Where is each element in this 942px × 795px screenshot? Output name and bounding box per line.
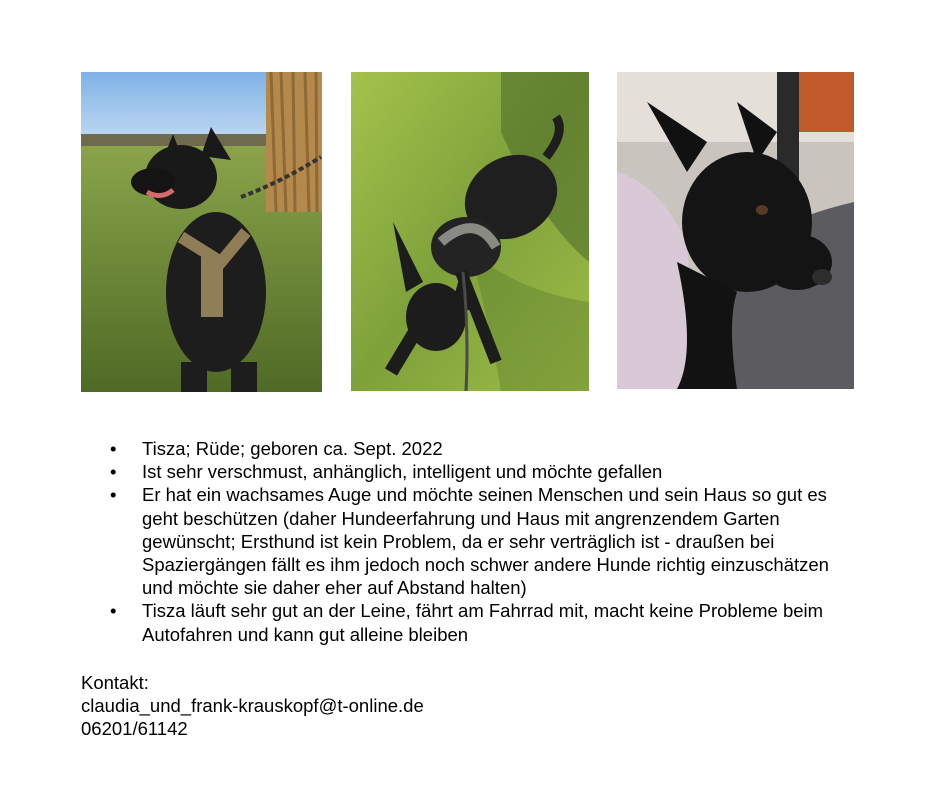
dog-photo-grass-icon xyxy=(351,72,589,391)
list-item: • Ist sehr verschmust, anhänglich, intelligent und möchte gefallen xyxy=(81,460,861,483)
contact-heading: Kontakt: xyxy=(81,672,149,693)
dog-photo-sofa xyxy=(617,72,854,389)
dog-photo-sofa-icon xyxy=(617,72,854,389)
contact-email: claudia_und_frank-krauskopf@t-online.de xyxy=(81,695,424,717)
dog-facts-list xyxy=(81,437,861,646)
dog-photo-field-icon xyxy=(81,72,322,392)
contact-block xyxy=(81,671,424,741)
list-item: • Tisza läuft sehr gut an der Leine, fährt am Fahrrad mit, macht keine Probleme beim Autofahren und kann gut alleine bleiben xyxy=(81,599,861,645)
list-item: • Er hat ein wachsames Auge und möchte seinen Menschen und sein Haus so gut es geht beschützen (daher Hundeerfahrung und Haus mit angrenzendem Garten gewünscht; Ersthund ist kein Problem, da er sehr verträglich ist - draußen bei Spaziergängen fällt es ihm jedoch noch schwer andere Hunde richtig einzuschätzen und möchte sie daher eher auf Abstand halten) xyxy=(81,483,861,599)
dog-photo-field xyxy=(81,72,322,392)
dog-photo-grass xyxy=(351,72,589,391)
list-item: • Tisza; Rüde; geboren ca. Sept. 2022 xyxy=(81,437,861,460)
contact-phone: 06201/61142 xyxy=(81,718,188,740)
